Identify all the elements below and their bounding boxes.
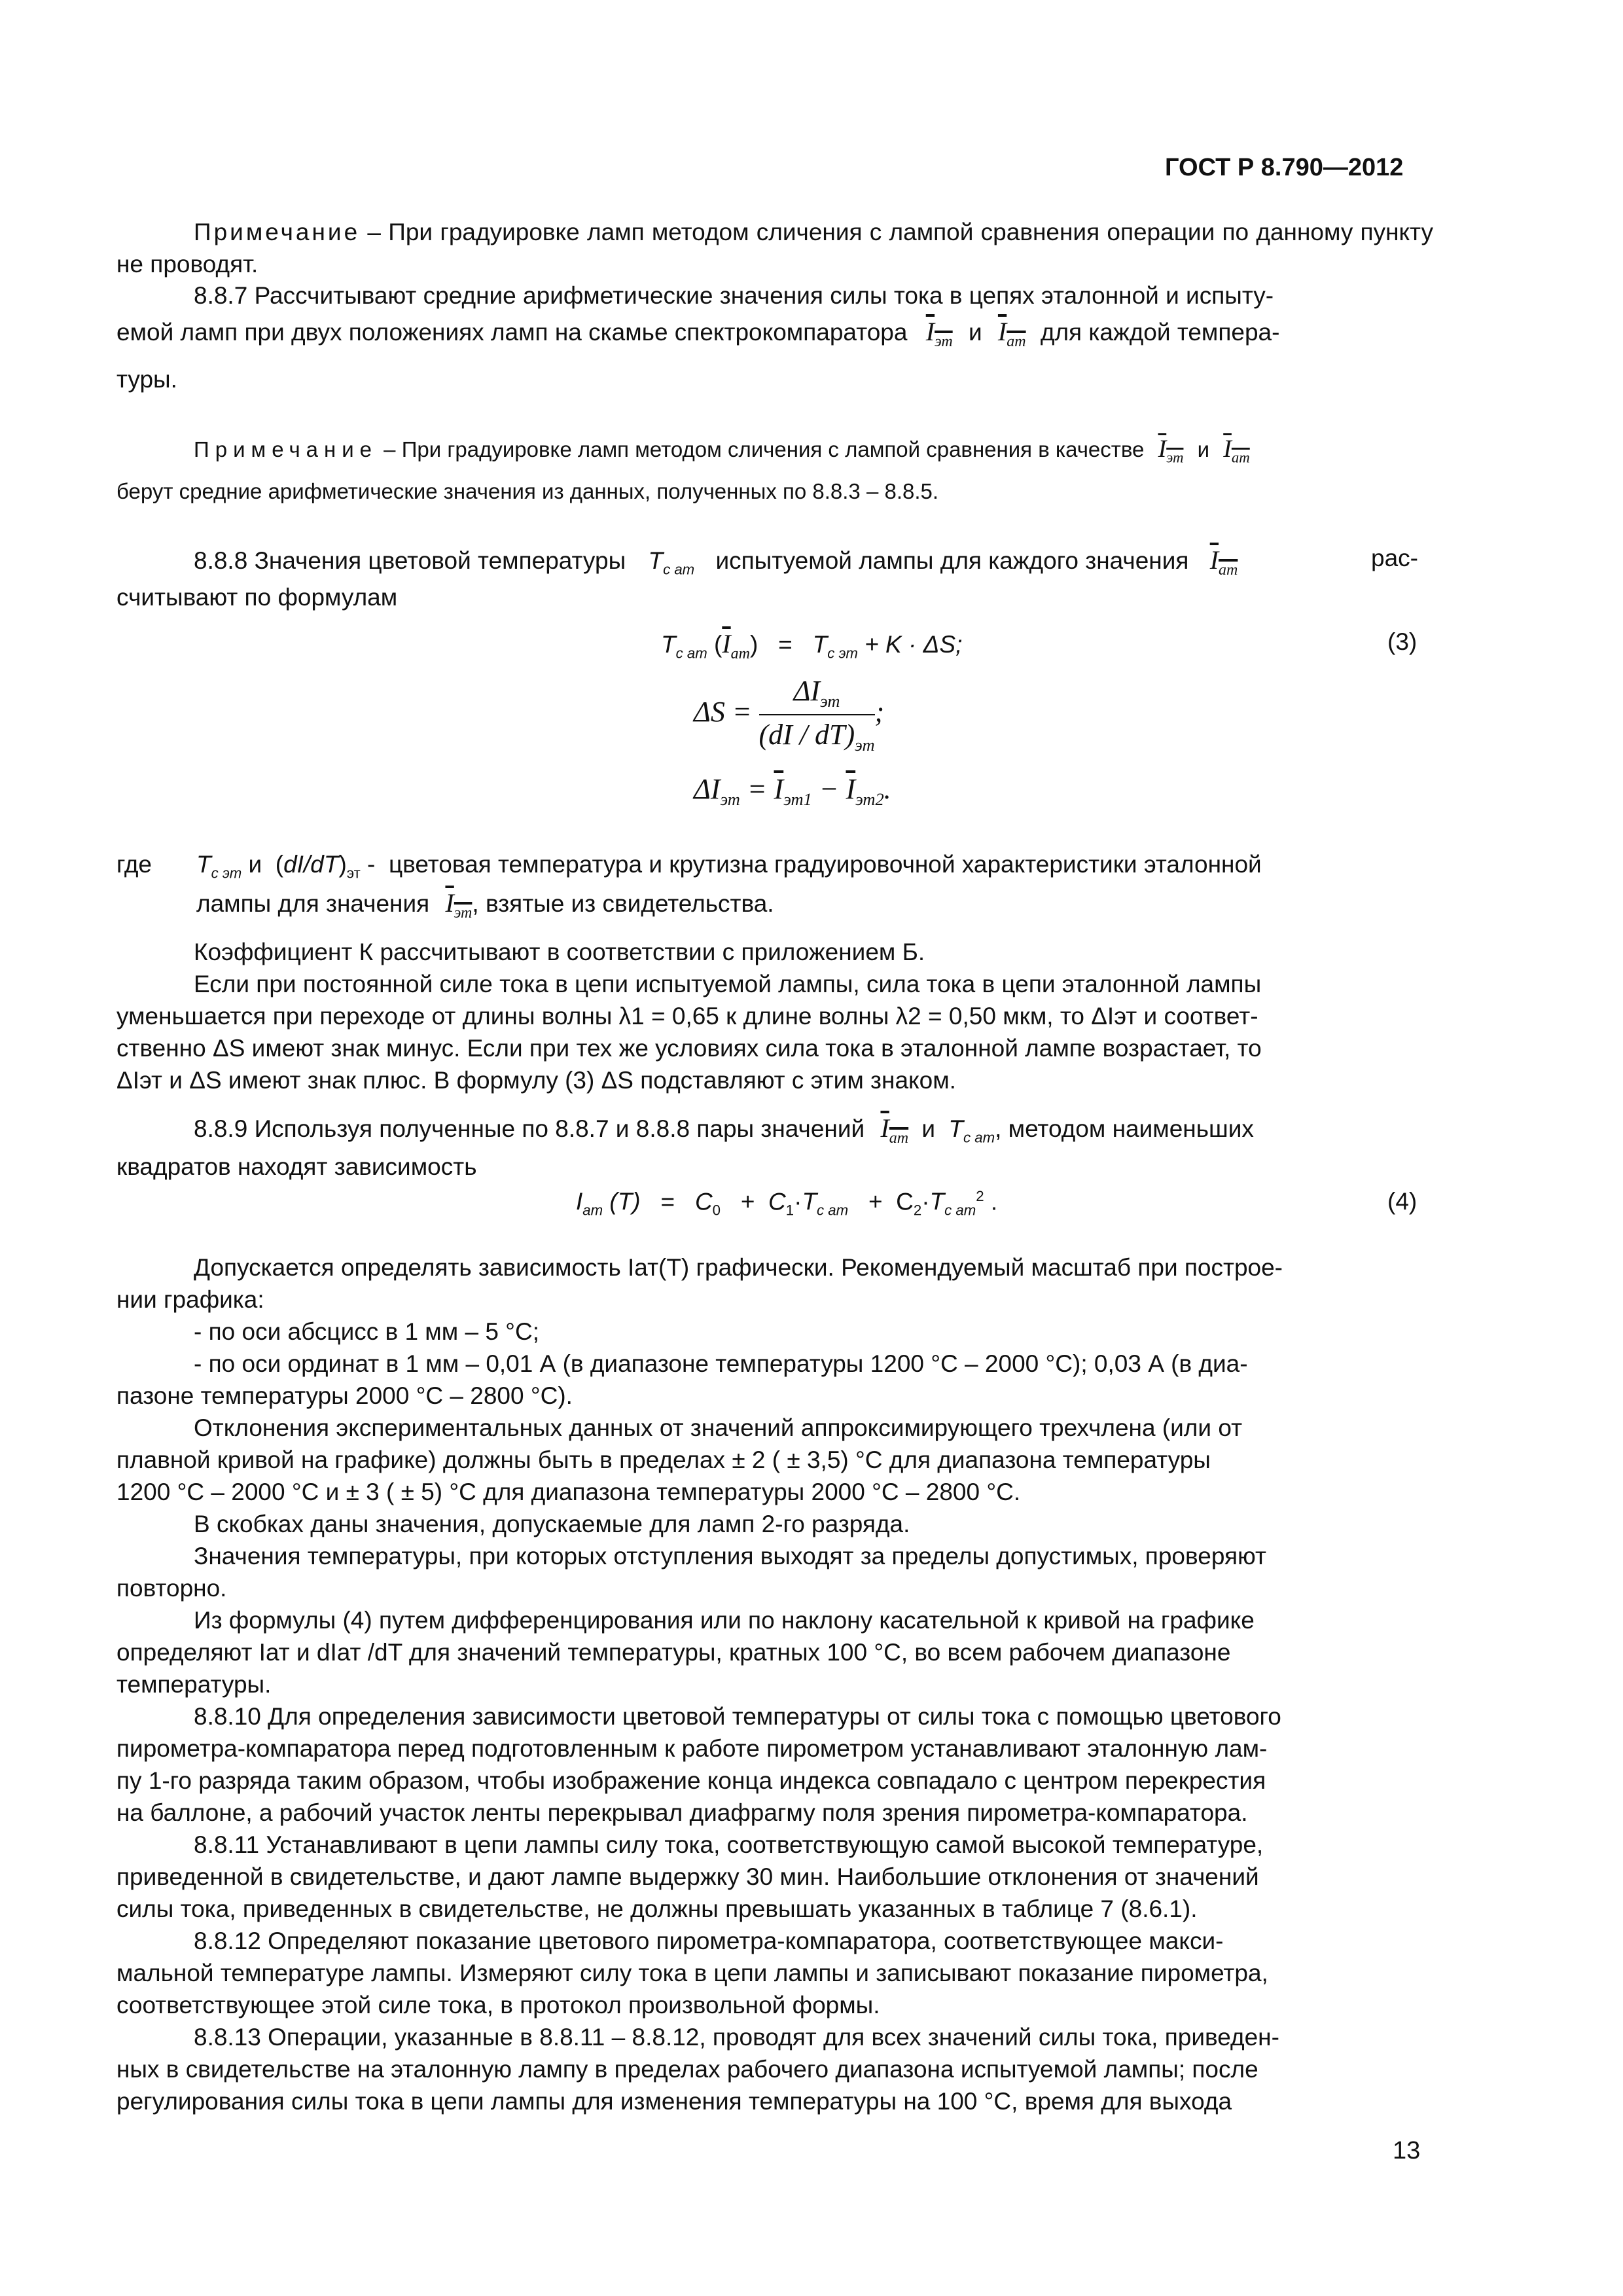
symbol-I-et: $I_{эт}$: [445, 888, 473, 922]
para-line: мальной температуре лампы. Измеряют силу тока в цепи лампы и записывают показание пирометра,: [116, 1960, 1268, 1986]
para-line: пазоне температуры 2000 °С – 2800 °С).: [116, 1382, 573, 1409]
formula-3-tail: + K · ΔS;: [857, 631, 963, 658]
para-line: - по оси ординат в 1 мм – 0,01 А (в диапазоне температуры 1200 °С – 2000 °С); 0,03 А (в диа-: [194, 1350, 1248, 1377]
para-text: емой ламп при двух положениях ламп на скамье спектрокомпаратора: [116, 319, 908, 346]
para-line: определяют Iат и dIат /dT для значений температуры, кратных 100 °С, во всем рабочем диапазоне: [116, 1639, 1231, 1666]
para-8-8-9-line1: [194, 1113, 1254, 1147]
where-line1: $T_{с эт}$ и $(dI/dT)_{эт}$ - цветовая температура и крутизна градуировочной характеристики эталонной: [196, 851, 1262, 882]
para-line: Допускается определять зависимость Iат(T) графически. Рекомендуемый масштаб при построе-: [194, 1254, 1283, 1281]
para-text-tail: , методом наименьших: [995, 1115, 1254, 1142]
para-line: соответствующее этой силе тока, в протокол произвольной формы.: [116, 1992, 880, 2018]
where-line2: [196, 888, 774, 922]
note-1: [116, 216, 1433, 280]
note-label: Примечание: [194, 437, 378, 461]
if-line4: ΔIэт и ΔS имеют знак плюс. В формулу (3) ΔS подставляют с этим знаком.: [116, 1067, 956, 1094]
where-text2: лампы для значения: [196, 890, 430, 917]
para-8-8-7-line1: 8.8.7 Рассчитывают средние арифметические значения силы тока в цепях эталонной и испыту-: [194, 282, 1274, 309]
standard-header: ГОСТ Р 8.790—2012: [1165, 154, 1404, 181]
symbol-I-at: $I_{ат}$: [1209, 545, 1238, 579]
para-line: ных в свидетельстве на эталонную лампу в пределах рабочего диапазона испытуемой лампы; после: [116, 2056, 1258, 2083]
para-line: В скобках даны значения, допускаемые для ламп 2-го разряда.: [194, 1511, 910, 1537]
if-line3: ственно ΔS имеют знак минус. Если при тех же условиях сила тока в эталонной лампе возрастает, то: [116, 1035, 1262, 1062]
para-line: 1200 °С – 2000 °С и ± 3 ( ± 5) °С для диапазона температуры 2000 °С – 2800 °С.: [116, 1479, 1021, 1505]
para-text-mid: испытуемой лампы для каждого значения: [715, 547, 1189, 574]
symbol-I-at: $I_{ат}$: [880, 1113, 909, 1147]
para-line: Значения температуры, при которых отступления выходят за пределы допустимых, проверяют: [194, 1543, 1266, 1570]
para-text: 8.8.8 Значения цветовой температуры: [194, 547, 626, 574]
note-label: Примечание: [194, 219, 361, 245]
para-line: регулирования силы тока в цепи лампы для изменения температуры на 100 °С, время для выхода: [116, 2088, 1232, 2115]
note-text: – При градуировке ламп методом сличения с лампой сравнения операции по данному пункту не проводят.: [116, 219, 1433, 278]
para-8-8-8-hyphen: рас-: [1371, 545, 1418, 571]
para-line: 8.8.12 Определяют показание цветового пирометра-компаратора, соответствующее макси-: [194, 1928, 1224, 1954]
symbol-Tc-at: $T_{с ат}$: [948, 1115, 995, 1146]
symbol-I-et: $I_{эт}$: [1158, 435, 1184, 466]
para-line: пирометра-компаратора перед подготовленным к работе пирометром устанавливают эталонную лам-: [116, 1735, 1268, 1762]
formula-3-number: (3): [1387, 628, 1418, 655]
formula-fraction: $\frac{\Delta I_{эт}}{(dI / dT)_{эт}}$: [758, 675, 875, 755]
page-number: 13: [1393, 2137, 1421, 2164]
formula-delta-s: ΔS = $\frac{\Delta I_{эт}}{(dI / dT)_{эт}}$ ;: [694, 675, 885, 755]
para-line: силы тока, приведенных в свидетельстве, не должны превышать указанных в таблице 7 (8.6.1).: [116, 1895, 1198, 1922]
conj-and: и: [921, 1115, 936, 1142]
para-8-8-8-line1: [194, 545, 1238, 579]
para-8-8-9-line2: квадратов находят зависимость: [116, 1153, 477, 1180]
conj-and: и: [968, 319, 982, 346]
para-line: 8.8.13 Операции, указанные в 8.8.11 – 8.8.12, проводят для всех значений силы тока, приведен-: [194, 2024, 1279, 2051]
para-line: - по оси абсцисс в 1 мм – 5 °С;: [194, 1318, 539, 1345]
note-2-line2: берут средние арифметические значения из данных, полученных по 8.8.3 – 8.8.5.: [116, 479, 939, 503]
formula-3-line1: $T_{с ат}$ $(\overline{I}_{ат}) = T_{с эт} + K \cdot \Delta S$;: [661, 629, 963, 662]
para-text: 8.8.9 Используя полученные по 8.8.7 и 8.8.8 пары значений: [194, 1115, 865, 1142]
symbol-I-at: $I_{ат}$: [997, 317, 1026, 350]
formula-delta-i: $\Delta I_{эт} = \overline{I}_{эт1} - \overline{I}_{эт2}$.: [694, 773, 891, 809]
coef-k-para: Коэффициент К рассчитывают в соответствии с приложением Б.: [194, 939, 925, 965]
para-line: нии графика:: [116, 1286, 264, 1313]
para-line: на баллоне, а рабочий участок ленты перекрывал диафрагму поля зрения пирометра-компаратора.: [116, 1799, 1248, 1826]
if-line1: Если при постоянной силе тока в цепи испытуемой лампы, сила тока в цепи эталонной лампы: [194, 971, 1262, 997]
formula-4: $I_{ат}$ $(T) = C_0 + C_1\cdot T_{с ат} + C_2\cdot T_{с ат}^2$ .: [576, 1188, 998, 1219]
symbol-I-et: $I_{эт}$: [925, 317, 953, 350]
para-line: 8.8.11 Устанавливают в цепи лампы силу тока, соответствующую самой высокой температуре,: [194, 1831, 1264, 1858]
symbol-Tc-at: $T_{с ат}$: [648, 547, 695, 578]
para-8-8-7-line2: [116, 316, 1433, 351]
para-line: 8.8.10 Для определения зависимости цветовой температуры от силы тока с помощью цветового: [194, 1703, 1281, 1730]
formula-4-number: (4): [1387, 1188, 1418, 1215]
para-line: повторно.: [116, 1575, 227, 1602]
para-line: плавной кривой на графике) должны быть в пределах ± 2 ( ± 3,5) °С для диапазона температуры: [116, 1446, 1211, 1473]
para-line: Из формулы (4) путем дифференцирования или по наклону касательной к кривой на графике: [194, 1607, 1255, 1634]
where-text: цветовая температура и крутизна градуировочной характеристики эталонной: [388, 851, 1262, 878]
para-line: приведенной в свидетельстве, и дают лампе выдержку 30 мин. Наибольшие отклонения от значений: [116, 1863, 1259, 1890]
para-line: температуры.: [116, 1671, 272, 1698]
symbol-I-at: $I_{ат}$: [1223, 435, 1250, 466]
para-line: пу 1-го разряда таким образом, чтобы изображение конца индекса совпадало с центром перекрестия: [116, 1767, 1266, 1794]
para-text-tail: для каждой темпера-: [1040, 319, 1280, 346]
conj-and: и: [1197, 437, 1210, 461]
para-line: Отклонения экспериментальных данных от значений аппроксимирующего трехчлена (или от: [194, 1414, 1243, 1441]
para-8-8-8-line2: считывают по формулам: [116, 584, 398, 611]
if-line2: уменьшается при переходе от длины волны λ1 = 0,65 к длине волны λ2 = 0,50 мкм, то ΔIэт и соответ-: [116, 1003, 1258, 1030]
where-label: где: [116, 851, 152, 878]
where-text3: , взятые из свидетельства.: [472, 890, 774, 917]
note-2-line1: [194, 433, 1250, 474]
note-text: – При градуировке ламп методом сличения с лампой сравнения в качестве: [378, 437, 1145, 461]
para-8-8-7-line3: туры.: [116, 366, 177, 393]
